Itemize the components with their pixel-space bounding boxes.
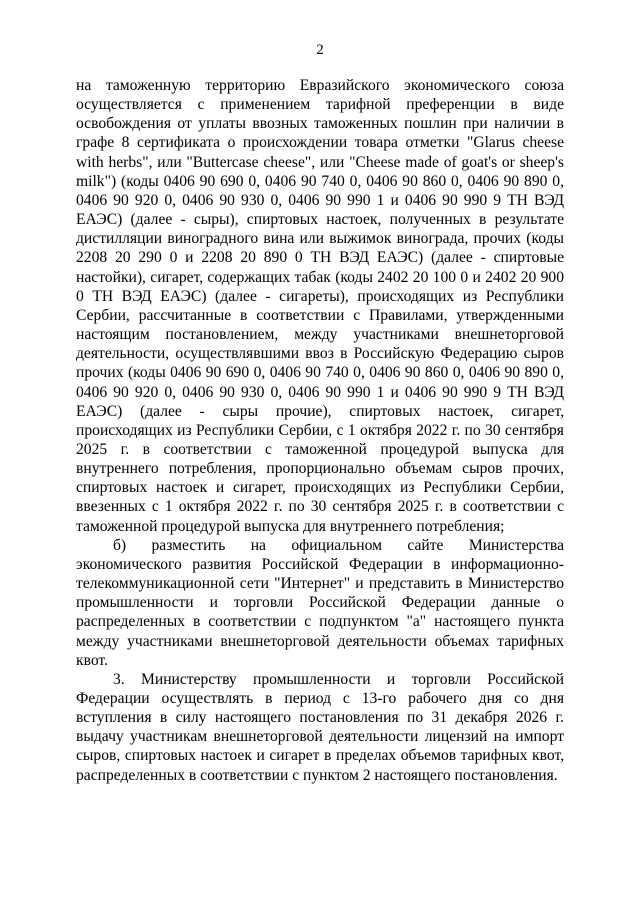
page-number: 2 bbox=[316, 42, 324, 58]
document-body bbox=[76, 76, 564, 785]
paragraph-continuation: на таможенную территорию Евразийского экономического союза осуществляется с применением тарифной преференции в виде освобождения от уплаты ввозных таможенных пошлин при наличии в графе 8 сертификата о происхождении товара отметки "Glarus cheese with herbs", или "Buttercase cheese", или "Cheese made of goat's or sheep's milk") (коды 0406 90 690 0, 0406 90 740 0, 0406 90 860 0, 0406 90 890 0, 0406 90 920 0, 0406 90 930 0, 0406 90 990 1 и 0406 90 990 9 ТН ВЭД ЕАЭС) (далее - сыры), спиртовых настоек, полученных в результате дистилляции виноградного вина или выжимок винограда, прочих (коды 2208 20 290 0 и 2208 20 890 0 ТН ВЭД ЕАЭС) (далее - спиртовые настойки), сигарет, содержащих табак (коды 2402 20 100 0 и 2402 20 900 0 ТН ВЭД ЕАЭС) (далее - сигареты), происходящих из Республики Сербии, рассчитанные в соответствии с Правилами, утвержденными настоящим постановлением, между участниками внешнеторговой деятельности, осуществлявшими ввоз в Российскую Федерацию сыров прочих (коды 0406 90 690 0, 0406 90 740 0, 0406 90 860 0, 0406 90 890 0, 0406 90 920 0, 0406 90 930 0, 0406 90 990 1 и 0406 90 990 9 ТН ВЭД ЕАЭС) (далее - сыры прочие), спиртовых настоек, сигарет, происходящих из Республики Сербии, с 1 октября 2022 г. по 30 сентября 2025 г. в соответствии с таможенной процедурой выпуска для внутреннего потребления, пропорционально объемам сыров прочих, спиртовых настоек и сигарет, происходящих из Республики Сербии, ввезенных с 1 октября 2022 г. по 30 сентября 2025 г. в соответствии с таможенной процедурой выпуска для внутреннего потребления; bbox=[76, 77, 564, 535]
paragraph-point-3: 3. Министерству промышленности и торговли Российской Федерации осуществлять в период с 13-го рабочего дня со дня вступления в силу настоящего постановления по 31 декабря 2026 г. выдачу участникам внешнеторговой деятельности лицензий на импорт сыров, спиртовых настоек и сигарет в пределах объемов тарифных квот, распределенных в соответствии с пунктом 2 настоящего постановления. bbox=[76, 670, 564, 784]
paragraph-subpoint-b: б) разместить на официальном сайте Министерства экономического развития Российской Федерации в информационно-телекоммуникационной сети "Интернет" и представить в Министерство промышленности и торговли Российской Федерации данные о распределенных в соответствии с подпунктом "а" настоящего пункта между участниками внешнеторговой деятельности объемах тарифных квот. bbox=[76, 536, 564, 669]
